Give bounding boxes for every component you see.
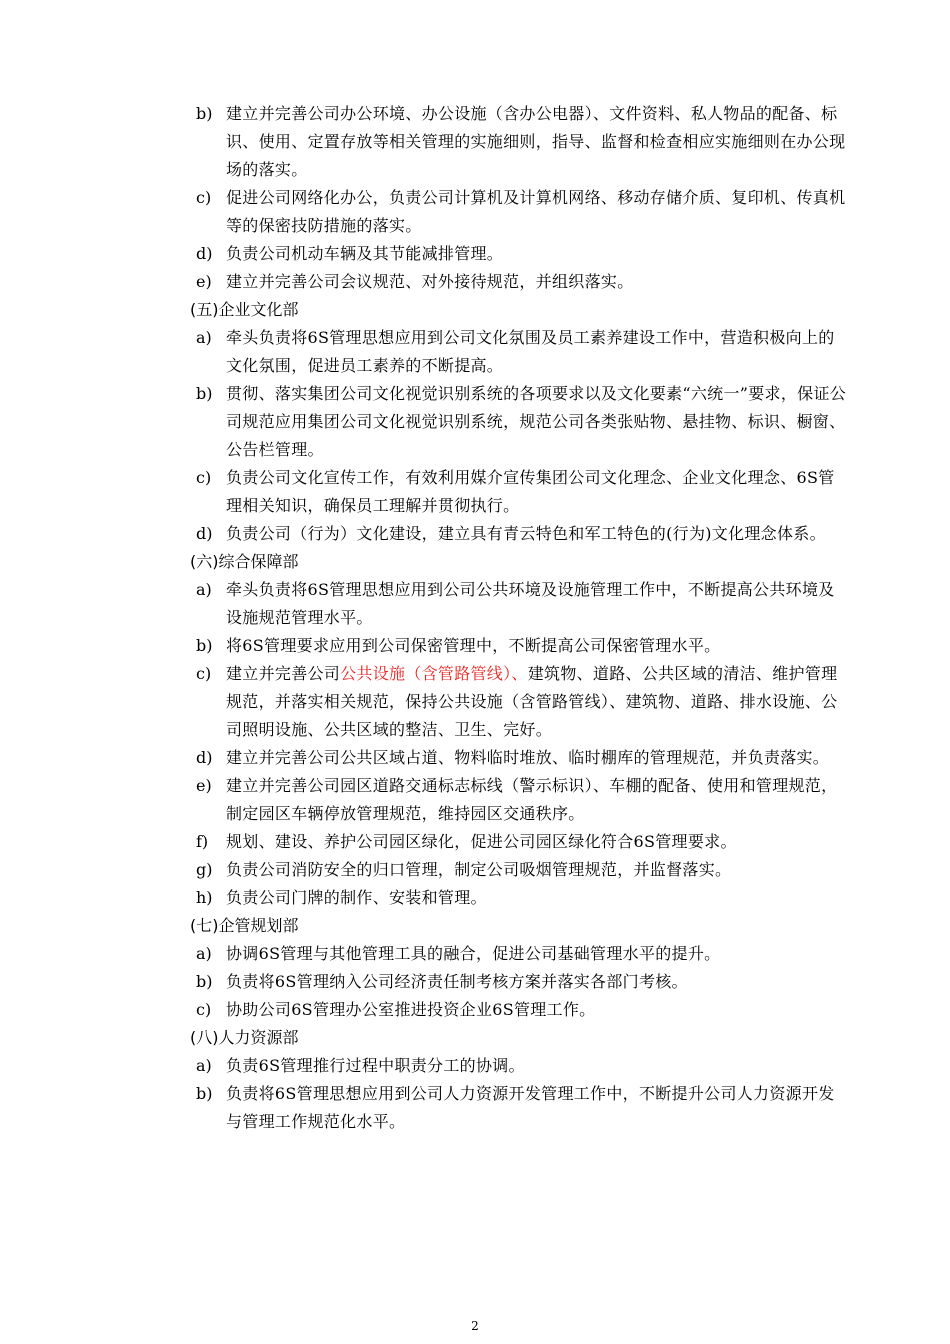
item-marker: a) [196,1056,212,1075]
item-text: 负责公司机动车辆及其节能减排管理。 [226,244,504,263]
list-item [188,856,848,884]
list-item [188,1080,848,1136]
item-marker: a) [196,944,212,963]
list-item [188,632,848,660]
item-text: 协助公司6S管理办公室推进投资企业6S管理工作。 [226,1000,596,1019]
item-marker: e) [196,272,212,291]
item-marker: b) [196,1084,213,1103]
item-text: 协调6S管理与其他管理工具的融合，促进公司基础管理水平的提升。 [226,944,721,963]
item-text: 负责公司门牌的制作、安装和管理。 [226,888,487,907]
item-marker: a) [196,328,212,347]
list-item [188,380,848,464]
item-text: 负责公司（行为）文化建设，建立具有青云特色和军工特色的(行为)文化理念体系。 [226,524,826,543]
item-text: 负责将6S管理思想应用到公司人力资源开发管理工作中，不断提升公司人力资源开发与管理工作规范化水平。 [226,1084,835,1131]
section-heading-hr: (八)人力资源部 [190,1028,299,1047]
item-marker: b) [196,972,213,991]
page-number: 2 [471,1319,479,1333]
item-marker: b) [196,384,213,403]
list-item [188,520,848,548]
list-item [188,1052,848,1080]
item-marker: h) [196,888,213,907]
item-text: 将6S管理要求应用到公司保密管理中，不断提高公司保密管理水平。 [226,636,721,655]
list-item [188,828,848,856]
item-marker: d) [196,244,213,263]
item-marker: c) [196,468,212,487]
list-item [188,884,848,912]
highlighted-text: 公共设施（含管路管线）、 [340,664,528,683]
item-text: 建立并完善公司会议规范、对外接待规范，并组织落实。 [226,272,634,291]
list-item [188,464,848,520]
item-marker: c) [196,1000,212,1019]
item-text: 负责公司消防安全的归口管理，制定公司吸烟管理规范，并监督落实。 [226,860,732,879]
item-marker: b) [196,104,213,123]
list-item [188,100,848,184]
item-text: 建立并完善公司公共区域占道、物料临时堆放、临时棚库的管理规范，并负责落实。 [226,748,830,767]
item-marker: d) [196,524,213,543]
item-text [226,660,848,744]
section-heading-support: (六)综合保障部 [190,552,299,571]
item-text-before: 建立并完善公司 [226,664,341,683]
section-heading-planning: (七)企管规划部 [190,916,299,935]
item-text: 负责公司文化宣传工作，有效利用媒介宣传集团公司文化理念、企业文化理念、6S管理相关知识，确保员工理解并贯彻执行。 [226,468,835,515]
list-item [188,940,848,968]
list-item [188,268,848,296]
item-marker: d) [196,748,213,767]
document-body [188,100,848,1136]
list-item [188,184,848,240]
item-marker: c) [196,188,212,207]
item-text: 贯彻、落实集团公司文化视觉识别系统的各项要求以及文化要素“六统一”要求，保证公司规范应用集团公司文化视觉识别系统，规范公司各类张贴物、悬挂物、标识、橱窗、公告栏管理。 [226,384,847,459]
item-marker: b) [196,636,213,655]
list-item [188,996,848,1024]
list-item [188,744,848,772]
item-text: 负责6S管理推行过程中职责分工的协调。 [226,1056,525,1075]
item-text: 牵头负责将6S管理思想应用到公司文化氛围及员工素养建设工作中，营造积极向上的文化氛围，促进员工素养的不断提高。 [226,328,835,375]
item-text: 规划、建设、养护公司园区绿化，促进公司园区绿化符合6S管理要求。 [226,832,737,851]
item-text-after: 建筑物、道路、公共区域的清洁、维护管理规范，并落实相关规范，保持公共设施（含管路管线）、建筑物、道路、排水设施、公司照明设施、公共区域的整洁、卫生、完好。 [226,664,838,739]
list-item [188,968,848,996]
item-marker: f) [196,832,209,851]
item-marker: c) [196,664,212,683]
list-item [188,576,848,632]
item-text: 牵头负责将6S管理思想应用到公司公共环境及设施管理工作中，不断提高公共环境及设施规范管理水平。 [226,580,835,627]
item-text: 负责将6S管理纳入公司经济责任制考核方案并落实各部门考核。 [226,972,688,991]
section-heading-culture: (五)企业文化部 [190,300,299,319]
list-item [188,240,848,268]
item-text: 促进公司网络化办公，负责公司计算机及计算机网络、移动存储介质、复印机、传真机等的保密技防措施的落实。 [226,188,846,235]
item-marker: e) [196,776,212,795]
item-text: 建立并完善公司园区道路交通标志标线（警示标识）、车棚的配备、使用和管理规范，制定园区车辆停放管理规范，维持园区交通秩序。 [226,776,838,823]
list-item [188,772,848,828]
item-text: 建立并完善公司办公环境、办公设施（含办公电器）、文件资料、私人物品的配备、标识、使用、定置存放等相关管理的实施细则，指导、监督和检查相应实施细则在办公现场的落实。 [226,104,846,179]
item-marker: g) [196,860,213,879]
list-item [188,324,848,380]
item-marker: a) [196,580,212,599]
list-item [188,660,848,744]
